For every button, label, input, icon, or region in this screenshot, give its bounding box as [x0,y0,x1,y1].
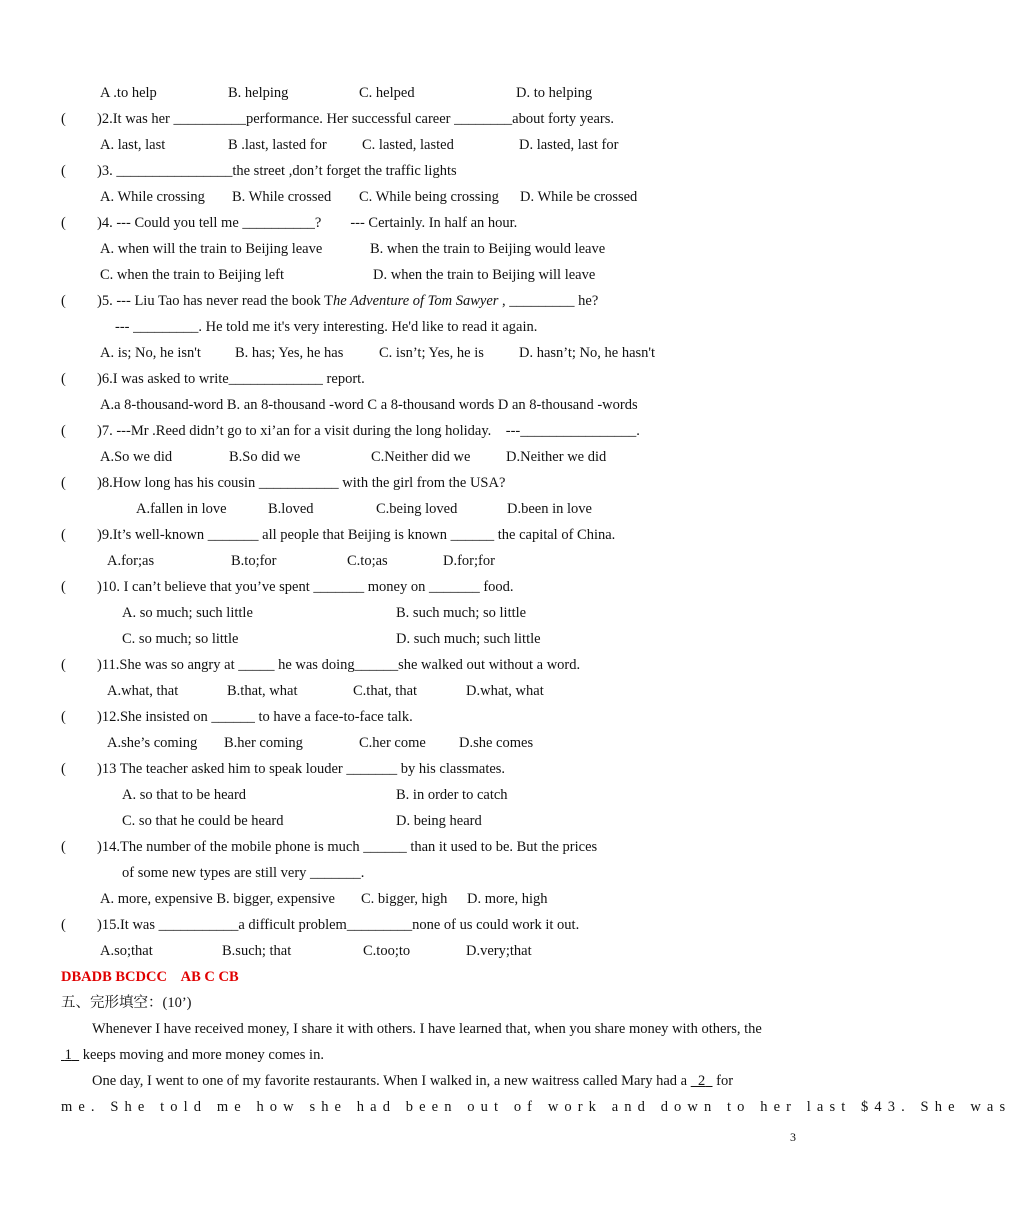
question-15 [97,916,579,934]
q13-option-d: D. being heard [396,813,482,829]
question-number: )14. [97,839,120,855]
question-number: )5. [97,293,113,309]
question-7 [97,422,640,440]
q9-option-d: D.for;for [443,553,495,569]
question-text: --- Liu Tao has never read the book T [112,293,334,309]
q13-option-c: C. so that he could be heard [122,813,284,829]
q3-option-b: B. While crossed [232,189,332,205]
question-11 [97,656,580,674]
question-text: It’s well-known _______ all people that Beijing is known ______ the capital of China. [112,527,616,543]
question-number: )7. [97,423,113,439]
question-10 [97,578,514,596]
question-text: I was asked to write_____________ report. [112,371,365,387]
answer-paren: ( [61,111,66,127]
section-title: 五、完形填空：(10’) [61,995,192,1011]
question-number: )12. [97,709,120,725]
passage-para2-line1 [92,1072,733,1090]
question-text: It was her __________performance. Her successful career ________about forty years. [112,111,614,127]
question-number: )10. [97,579,120,595]
q15-option-c: C.too;to [363,943,411,959]
q1-option-a: A .to help [100,85,157,101]
q9-option-c: C.to;as [347,553,388,569]
q13-option-b: B. in order to catch [396,787,508,803]
passage-para1-line2 [61,1046,324,1064]
q6-options: A.a 8-thousand-word B. an 8-thousand -word C a 8-thousand words D an 8-thousand -words [100,397,638,413]
question-text: --- Could you tell me __________? --- Certainly. In half an hour. [112,215,518,231]
question-text: It was ___________a difficult problem_________none of us could work it out. [119,917,580,933]
q8-option-d: D.been in love [507,501,592,517]
answer-paren: ( [61,527,66,543]
q9-option-b: B.to;for [231,553,277,569]
blank-number: 1 [64,1047,72,1063]
answer-paren: ( [61,163,66,179]
question-14 [97,838,597,856]
q10-option-a: A. so much; such little [122,605,253,621]
q4-option-b: B. when the train to Beijing would leave [370,241,606,257]
q2-option-c: C. lasted, lasted [362,137,454,153]
question-number: )3. [97,163,113,179]
passage-text: One day, I went to one of my favorite restaurants. When I walked in, a new waitress called Mary had a [92,1073,691,1089]
q8-option-a: A.fallen in love [136,501,227,517]
question-5-line2: --- _________. He told me it's very interesting. He'd like to read it again. [115,319,538,335]
q11-option-c: C.that, that [353,683,418,699]
question-number: )11. [97,657,120,673]
question-number: )9. [97,527,113,543]
question-number: )8. [97,475,113,491]
q1-option-c: C. helped [359,85,415,101]
page-number: 3 [790,1130,796,1144]
q5-option-d: D. hasn’t; No, he hasn't [519,345,656,361]
question-3 [97,162,457,180]
question-5 [97,292,598,310]
q5-option-b: B. has; Yes, he has [235,345,344,361]
q14-option-c: C. bigger, high [361,891,448,907]
q7-option-b: B.So did we [229,449,301,465]
q9-option-a: A.for;as [107,553,155,569]
q1-option-b: B. helping [228,85,289,101]
q4-option-d: D. when the train to Beijing will leave [373,267,596,283]
question-text: ---Mr .Reed didn’t go to xi’an for a visit during the long holiday. ---________________. [112,423,640,439]
question-4 [97,214,517,232]
q4-option-c: C. when the train to Beijing left [100,267,285,283]
passage-text: keeps moving and more money comes in. [79,1047,324,1063]
q8-option-c: C.being loved [376,501,458,517]
answer-paren: ( [61,371,66,387]
q5-option-a: A. is; No, he isn't [100,345,201,361]
q15-option-b: B.such; that [222,943,292,959]
passage-para2-line2: me. She told me how she had been out of work and down to her last $43. She was [61,1099,1011,1115]
question-14-line2: of some new types are still very _______. [122,865,365,881]
book-title: he Adventure of Tom Sawyer [333,293,499,309]
question-number: )15. [97,917,120,933]
question-text-end: , _________ he? [498,293,599,309]
question-text: I can’t believe that you’ve spent _______ money on _______ food. [119,579,514,595]
question-2 [97,110,614,128]
q10-option-c: C. so much; so little [122,631,239,647]
q7-option-a: A.So we did [100,449,173,465]
q3-option-a: A. While crossing [100,189,205,205]
answer-paren: ( [61,917,66,933]
question-6 [97,370,365,388]
q1-option-d: D. to helping [516,85,593,101]
q12-option-d: D.she comes [459,735,534,751]
q7-option-c: C.Neither did we [371,449,471,465]
answer-paren: ( [61,709,66,725]
q12-option-c: C.her come [359,735,426,751]
q2-option-b: B .last, lasted for [228,137,327,153]
question-8 [97,474,505,492]
q11-option-a: A.what, that [107,683,179,699]
question-number: )4. [97,215,113,231]
question-text: She insisted on ______ to have a face-to-face talk. [119,709,413,725]
q11-option-b: B.that, what [227,683,298,699]
blank-2 [691,1073,713,1089]
q12-option-a: A.she’s coming [107,735,198,751]
q10-option-b: B. such much; so little [396,605,527,621]
q8-option-b: B.loved [268,501,314,517]
question-text: The number of the mobile phone is much ______ than it used to be. But the prices [119,839,598,855]
blank-1 [61,1047,79,1063]
question-text: How long has his cousin ___________ with the girl from the USA? [112,475,506,491]
q10-option-d: D. such much; such little [396,631,541,647]
answer-paren: ( [61,215,66,231]
answer-paren: ( [61,293,66,309]
answer-paren: ( [61,657,66,673]
question-text: The teacher asked him to speak louder _______ by his classmates. [116,761,506,777]
question-9 [97,526,615,544]
question-13 [97,760,505,778]
q15-option-a: A.so;that [100,943,153,959]
q14-option-d: D. more, high [467,891,548,907]
q2-option-d: D. lasted, last for [519,137,619,153]
q3-option-d: D. While be crossed [520,189,638,205]
answer-key: DBADB BCDCC AB C CB [61,969,239,985]
blank-number: 2 [697,1073,706,1089]
q13-option-a: A. so that to be heard [122,787,247,803]
question-12 [97,708,413,726]
q12-option-b: B.her coming [224,735,303,751]
q2-option-a: A. last, last [100,137,166,153]
q5-option-c: C. isn’t; Yes, he is [379,345,484,361]
question-text: ________________the street ,don’t forget the traffic lights [112,163,457,179]
question-number: )13 [97,761,117,777]
q3-option-c: C. While being crossing [359,189,499,205]
answer-paren: ( [61,423,66,439]
passage-para1-line1: Whenever I have received money, I share it with others. I have learned that, when you share money with others, the [92,1021,762,1037]
question-text: She was so angry at _____ he was doing______she walked out without a word. [119,657,581,673]
answer-paren: ( [61,475,66,491]
q14-option-ab: A. more, expensive B. bigger, expensive [100,891,335,907]
q7-option-d: D.Neither we did [506,449,607,465]
passage-text-end: for [712,1073,734,1089]
answer-paren: ( [61,579,66,595]
q15-option-d: D.very;that [466,943,532,959]
q4-option-a: A. when will the train to Beijing leave [100,241,323,257]
question-number: )2. [97,111,113,127]
answer-paren: ( [61,839,66,855]
q11-option-d: D.what, what [466,683,544,699]
answer-paren: ( [61,761,66,777]
question-number: )6. [97,371,113,387]
